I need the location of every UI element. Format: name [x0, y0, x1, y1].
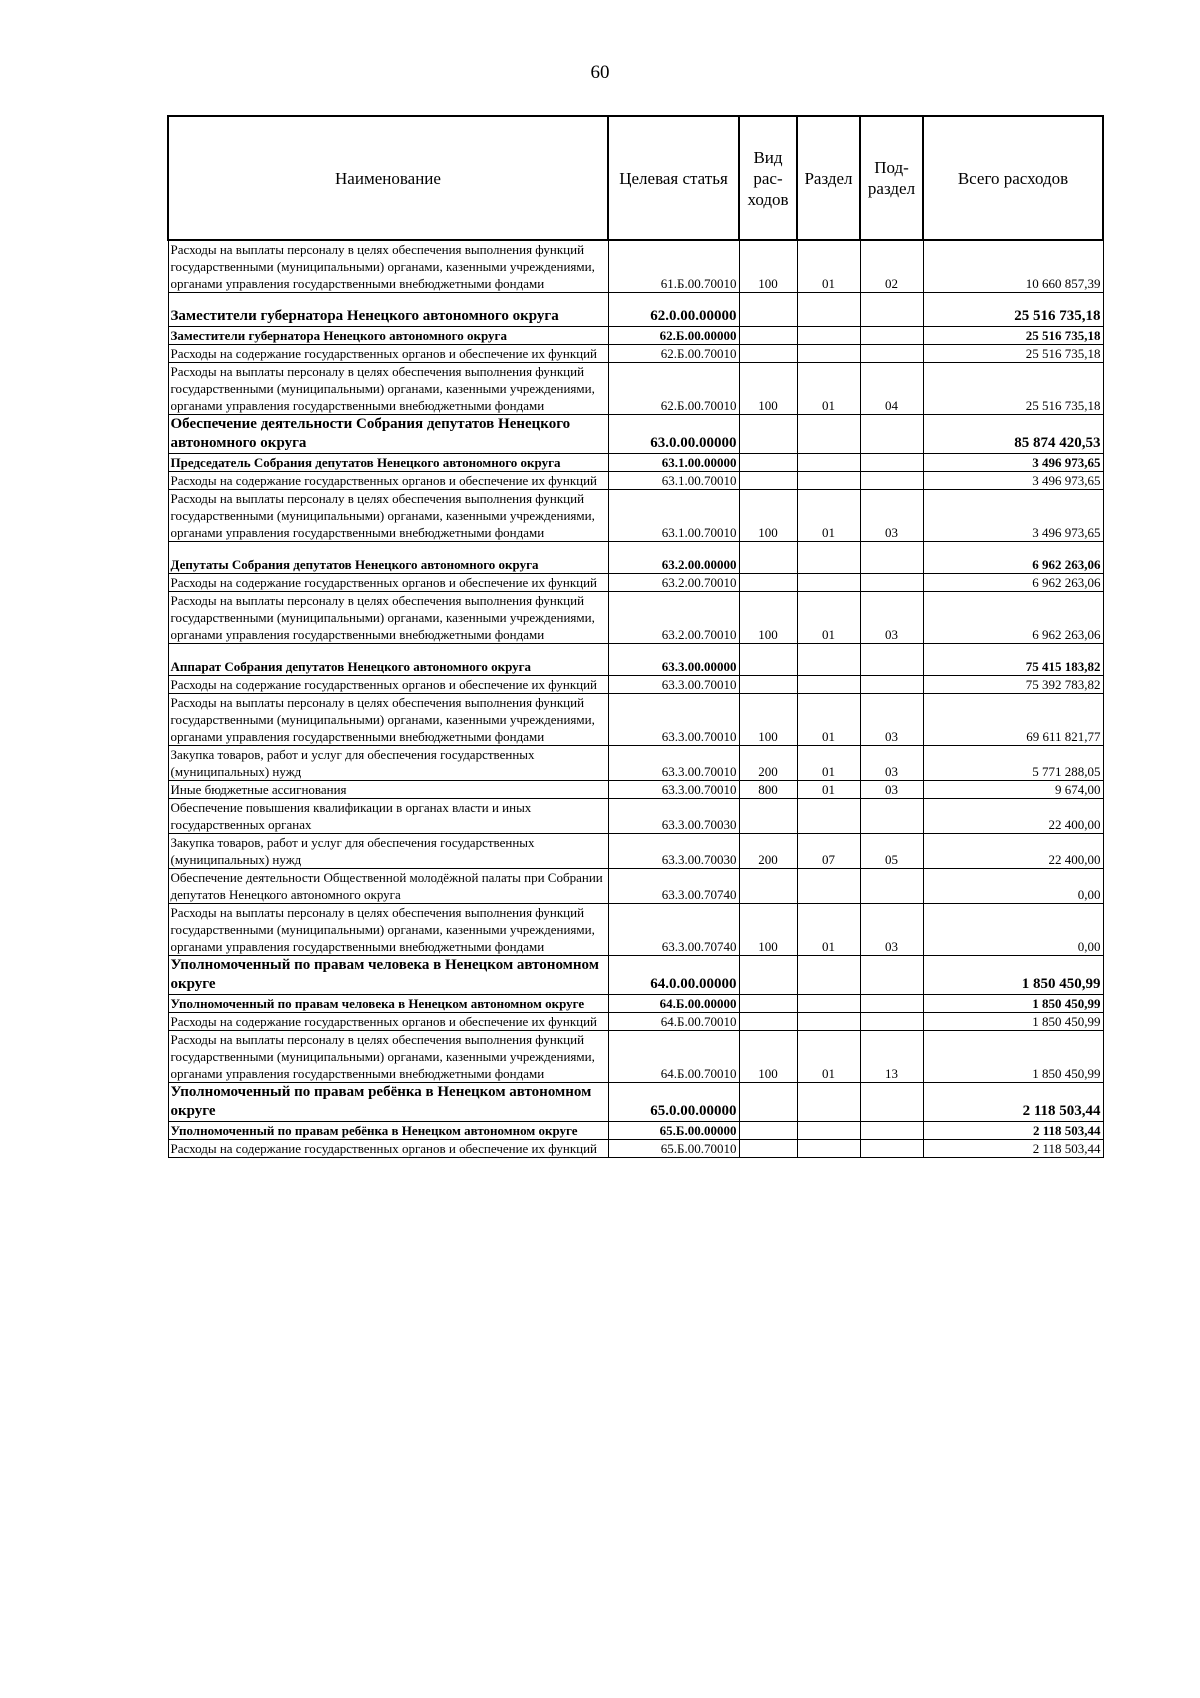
table-row: [168, 995, 1103, 1013]
cell-razdel: [797, 956, 860, 995]
cell-code: 64.Б.00.70010: [608, 1013, 739, 1031]
cell-total: 1 850 450,99: [923, 995, 1103, 1013]
cell-name: Закупка товаров, работ и услуг для обеспечения государственных (муниципальных) нужд: [168, 834, 608, 869]
cell-code: 62.0.00.00000: [608, 293, 739, 327]
table-row: [168, 1122, 1103, 1140]
cell-code: 63.1.00.70010: [608, 490, 739, 542]
header-podrazdel: Под- раздел: [860, 116, 923, 240]
cell-name: Уполномоченный по правам человека в Ненецком автономном округе: [168, 956, 608, 995]
cell-razdel: [797, 472, 860, 490]
table-row: [168, 472, 1103, 490]
cell-podrazdel: [860, 327, 923, 345]
cell-code: 64.Б.00.70010: [608, 1031, 739, 1083]
cell-name: Расходы на содержание государственных органов и обеспечение их функций: [168, 676, 608, 694]
table-row: [168, 363, 1103, 415]
cell-code: 64.0.00.00000: [608, 956, 739, 995]
cell-vid: [739, 1140, 797, 1158]
cell-name: Расходы на содержание государственных органов и обеспечение их функций: [168, 1013, 608, 1031]
cell-name: Расходы на выплаты персоналу в целях обеспечения выполнения функций государственными (муниципальными) органами, казенными учреждениями, органами управления государственными внебюджетными фондами: [168, 240, 608, 293]
cell-name: Расходы на содержание государственных органов и обеспечение их функций: [168, 1140, 608, 1158]
cell-podrazdel: [860, 1083, 923, 1122]
cell-razdel: [797, 644, 860, 676]
cell-code: 65.Б.00.70010: [608, 1140, 739, 1158]
cell-razdel: [797, 327, 860, 345]
cell-podrazdel: [860, 454, 923, 472]
table-row: [168, 1013, 1103, 1031]
cell-code: 63.1.00.00000: [608, 454, 739, 472]
cell-vid: [739, 869, 797, 904]
cell-code: 63.3.00.00000: [608, 644, 739, 676]
table-row: [168, 746, 1103, 781]
cell-vid: 100: [739, 240, 797, 293]
table-row: [168, 1140, 1103, 1158]
cell-podrazdel: [860, 644, 923, 676]
cell-vid: [739, 995, 797, 1013]
cell-code: 63.0.00.00000: [608, 415, 739, 454]
cell-name: Расходы на выплаты персоналу в целях обеспечения выполнения функций государственными (муниципальными) органами, казенными учреждениями, органами управления государственными внебюджетными фондами: [168, 904, 608, 956]
table-row: [168, 490, 1103, 542]
cell-podrazdel: [860, 799, 923, 834]
cell-total: 22 400,00: [923, 834, 1103, 869]
cell-name: Депутаты Собрания депутатов Ненецкого автономного округа: [168, 542, 608, 574]
cell-podrazdel: 03: [860, 694, 923, 746]
cell-vid: 100: [739, 1031, 797, 1083]
cell-name: Закупка товаров, работ и услуг для обеспечения государственных (муниципальных) нужд: [168, 746, 608, 781]
cell-vid: [739, 415, 797, 454]
cell-name: Расходы на выплаты персоналу в целях обеспечения выполнения функций государственными (муниципальными) органами, казенными учреждениями, органами управления государственными внебюджетными фондами: [168, 363, 608, 415]
cell-razdel: 01: [797, 746, 860, 781]
cell-code: 63.1.00.70010: [608, 472, 739, 490]
cell-name: Расходы на выплаты персоналу в целях обеспечения выполнения функций государственными (муниципальными) органами, казенными учреждениями, органами управления государственными внебюджетными фондами: [168, 694, 608, 746]
table-row: [168, 676, 1103, 694]
table-row: [168, 1083, 1103, 1122]
cell-razdel: 01: [797, 490, 860, 542]
cell-code: 65.0.00.00000: [608, 1083, 739, 1122]
cell-podrazdel: [860, 1122, 923, 1140]
cell-name: Аппарат Собрания депутатов Ненецкого автономного округа: [168, 644, 608, 676]
cell-code: 63.2.00.70010: [608, 574, 739, 592]
cell-name: Уполномоченный по правам ребёнка в Ненецком автономном округе: [168, 1083, 608, 1122]
cell-total: 3 496 973,65: [923, 472, 1103, 490]
cell-name: Расходы на выплаты персоналу в целях обеспечения выполнения функций государственными (муниципальными) органами, казенными учреждениями, органами управления государственными внебюджетными фондами: [168, 490, 608, 542]
cell-code: 61.Б.00.70010: [608, 240, 739, 293]
cell-code: 65.Б.00.00000: [608, 1122, 739, 1140]
cell-razdel: [797, 345, 860, 363]
cell-total: 75 415 183,82: [923, 644, 1103, 676]
cell-name: Расходы на выплаты персоналу в целях обеспечения выполнения функций государственными (муниципальными) органами, казенными учреждениями, органами управления государственными внебюджетными фондами: [168, 1031, 608, 1083]
cell-name: Заместители губернатора Ненецкого автономного округа: [168, 293, 608, 327]
table-header-row: [168, 116, 1103, 240]
cell-razdel: [797, 676, 860, 694]
cell-razdel: 01: [797, 363, 860, 415]
header-name: Наименование: [168, 116, 608, 240]
cell-vid: [739, 676, 797, 694]
cell-vid: [739, 644, 797, 676]
cell-code: 62.Б.00.70010: [608, 345, 739, 363]
cell-podrazdel: [860, 1013, 923, 1031]
cell-name: Уполномоченный по правам человека в Ненецком автономном округе: [168, 995, 608, 1013]
cell-total: 0,00: [923, 904, 1103, 956]
cell-name: Обеспечение деятельности Собрания депутатов Ненецкого автономного округа: [168, 415, 608, 454]
cell-code: 63.3.00.70010: [608, 746, 739, 781]
cell-name: Обеспечение повышения квалификации в органах власти и иных государственных органах: [168, 799, 608, 834]
cell-podrazdel: 13: [860, 1031, 923, 1083]
cell-total: 10 660 857,39: [923, 240, 1103, 293]
cell-vid: [739, 956, 797, 995]
cell-podrazdel: 03: [860, 746, 923, 781]
cell-podrazdel: [860, 676, 923, 694]
table-row: [168, 904, 1103, 956]
table-row: [168, 644, 1103, 676]
cell-razdel: [797, 293, 860, 327]
cell-podrazdel: [860, 869, 923, 904]
cell-vid: 100: [739, 904, 797, 956]
cell-razdel: [797, 1122, 860, 1140]
table-row: [168, 592, 1103, 644]
cell-podrazdel: 03: [860, 592, 923, 644]
cell-code: 63.3.00.70740: [608, 904, 739, 956]
cell-vid: [739, 542, 797, 574]
table-row: [168, 781, 1103, 799]
header-total: Всего расходов: [923, 116, 1103, 240]
cell-name: Заместители губернатора Ненецкого автономного округа: [168, 327, 608, 345]
table-row: [168, 240, 1103, 293]
cell-vid: [739, 799, 797, 834]
cell-code: 63.3.00.70030: [608, 834, 739, 869]
table-row: [168, 694, 1103, 746]
cell-podrazdel: [860, 956, 923, 995]
cell-razdel: [797, 1083, 860, 1122]
cell-razdel: 01: [797, 240, 860, 293]
cell-podrazdel: 05: [860, 834, 923, 869]
cell-podrazdel: [860, 293, 923, 327]
cell-total: 1 850 450,99: [923, 1031, 1103, 1083]
cell-podrazdel: 03: [860, 904, 923, 956]
cell-podrazdel: 02: [860, 240, 923, 293]
cell-name: Расходы на содержание государственных органов и обеспечение их функций: [168, 472, 608, 490]
cell-podrazdel: [860, 542, 923, 574]
cell-vid: 100: [739, 490, 797, 542]
cell-razdel: [797, 1140, 860, 1158]
cell-total: 2 118 503,44: [923, 1140, 1103, 1158]
cell-vid: 100: [739, 694, 797, 746]
cell-razdel: 01: [797, 904, 860, 956]
cell-total: 2 118 503,44: [923, 1122, 1103, 1140]
cell-total: 22 400,00: [923, 799, 1103, 834]
cell-code: 63.3.00.70010: [608, 781, 739, 799]
cell-podrazdel: [860, 1140, 923, 1158]
cell-total: 2 118 503,44: [923, 1083, 1103, 1122]
cell-vid: [739, 345, 797, 363]
header-code: Целевая статья: [608, 116, 739, 240]
cell-razdel: 01: [797, 1031, 860, 1083]
table-row: [168, 327, 1103, 345]
cell-razdel: [797, 542, 860, 574]
cell-vid: [739, 1083, 797, 1122]
header-vid: Вид рас- ходов: [739, 116, 797, 240]
cell-code: 63.2.00.00000: [608, 542, 739, 574]
table-row: [168, 1031, 1103, 1083]
cell-vid: [739, 574, 797, 592]
table-row: [168, 454, 1103, 472]
cell-total: 3 496 973,65: [923, 454, 1103, 472]
table-row: [168, 345, 1103, 363]
cell-total: 75 392 783,82: [923, 676, 1103, 694]
cell-razdel: [797, 454, 860, 472]
cell-name: Председатель Собрания депутатов Ненецкого автономного округа: [168, 454, 608, 472]
cell-podrazdel: 03: [860, 490, 923, 542]
cell-razdel: [797, 995, 860, 1013]
cell-total: 9 674,00: [923, 781, 1103, 799]
cell-name: Расходы на выплаты персоналу в целях обеспечения выполнения функций государственными (муниципальными) органами, казенными учреждениями, органами управления государственными внебюджетными фондами: [168, 592, 608, 644]
cell-total: 25 516 735,18: [923, 327, 1103, 345]
cell-code: 62.Б.00.70010: [608, 363, 739, 415]
cell-total: 6 962 263,06: [923, 574, 1103, 592]
cell-vid: 200: [739, 746, 797, 781]
cell-total: 1 850 450,99: [923, 1013, 1103, 1031]
cell-podrazdel: 04: [860, 363, 923, 415]
cell-name: Расходы на содержание государственных органов и обеспечение их функций: [168, 345, 608, 363]
cell-total: 1 850 450,99: [923, 956, 1103, 995]
cell-code: 63.2.00.70010: [608, 592, 739, 644]
table-row: [168, 799, 1103, 834]
cell-name: Уполномоченный по правам ребёнка в Ненецком автономном округе: [168, 1122, 608, 1140]
cell-total: 69 611 821,77: [923, 694, 1103, 746]
cell-razdel: 01: [797, 781, 860, 799]
cell-vid: [739, 454, 797, 472]
cell-total: 25 516 735,18: [923, 363, 1103, 415]
cell-vid: [739, 472, 797, 490]
table-row: [168, 415, 1103, 454]
cell-podrazdel: [860, 345, 923, 363]
cell-vid: 100: [739, 363, 797, 415]
cell-podrazdel: [860, 472, 923, 490]
table-row: [168, 293, 1103, 327]
cell-name: Обеспечение деятельности Общественной молодёжной палаты при Собрании депутатов Ненецкого автономного округа: [168, 869, 608, 904]
cell-total: 25 516 735,18: [923, 293, 1103, 327]
cell-code: 64.Б.00.00000: [608, 995, 739, 1013]
cell-razdel: [797, 869, 860, 904]
cell-total: 85 874 420,53: [923, 415, 1103, 454]
table-row: [168, 574, 1103, 592]
table-body: [168, 240, 1103, 1158]
cell-code: 63.3.00.70030: [608, 799, 739, 834]
cell-podrazdel: [860, 415, 923, 454]
cell-razdel: 01: [797, 694, 860, 746]
cell-name: Иные бюджетные ассигнования: [168, 781, 608, 799]
table-row: [168, 956, 1103, 995]
cell-vid: 100: [739, 592, 797, 644]
cell-vid: [739, 293, 797, 327]
cell-razdel: 01: [797, 592, 860, 644]
table-row: [168, 834, 1103, 869]
cell-code: 62.Б.00.00000: [608, 327, 739, 345]
cell-vid: 200: [739, 834, 797, 869]
cell-razdel: [797, 1013, 860, 1031]
cell-podrazdel: 03: [860, 781, 923, 799]
cell-code: 63.3.00.70740: [608, 869, 739, 904]
cell-razdel: [797, 799, 860, 834]
cell-total: 6 962 263,06: [923, 542, 1103, 574]
cell-razdel: 07: [797, 834, 860, 869]
header-razdel: Раздел: [797, 116, 860, 240]
table-row: [168, 869, 1103, 904]
cell-total: 6 962 263,06: [923, 592, 1103, 644]
cell-vid: [739, 1013, 797, 1031]
cell-vid: 800: [739, 781, 797, 799]
cell-code: 63.3.00.70010: [608, 694, 739, 746]
cell-razdel: [797, 415, 860, 454]
budget-table: [167, 115, 1104, 1158]
cell-podrazdel: [860, 574, 923, 592]
cell-name: Расходы на содержание государственных органов и обеспечение их функций: [168, 574, 608, 592]
cell-vid: [739, 1122, 797, 1140]
cell-code: 63.3.00.70010: [608, 676, 739, 694]
cell-total: 0,00: [923, 869, 1103, 904]
cell-razdel: [797, 574, 860, 592]
cell-total: 25 516 735,18: [923, 345, 1103, 363]
cell-podrazdel: [860, 995, 923, 1013]
cell-total: 5 771 288,05: [923, 746, 1103, 781]
cell-vid: [739, 327, 797, 345]
cell-total: 3 496 973,65: [923, 490, 1103, 542]
table-row: [168, 542, 1103, 574]
page-number: 60: [590, 62, 610, 83]
